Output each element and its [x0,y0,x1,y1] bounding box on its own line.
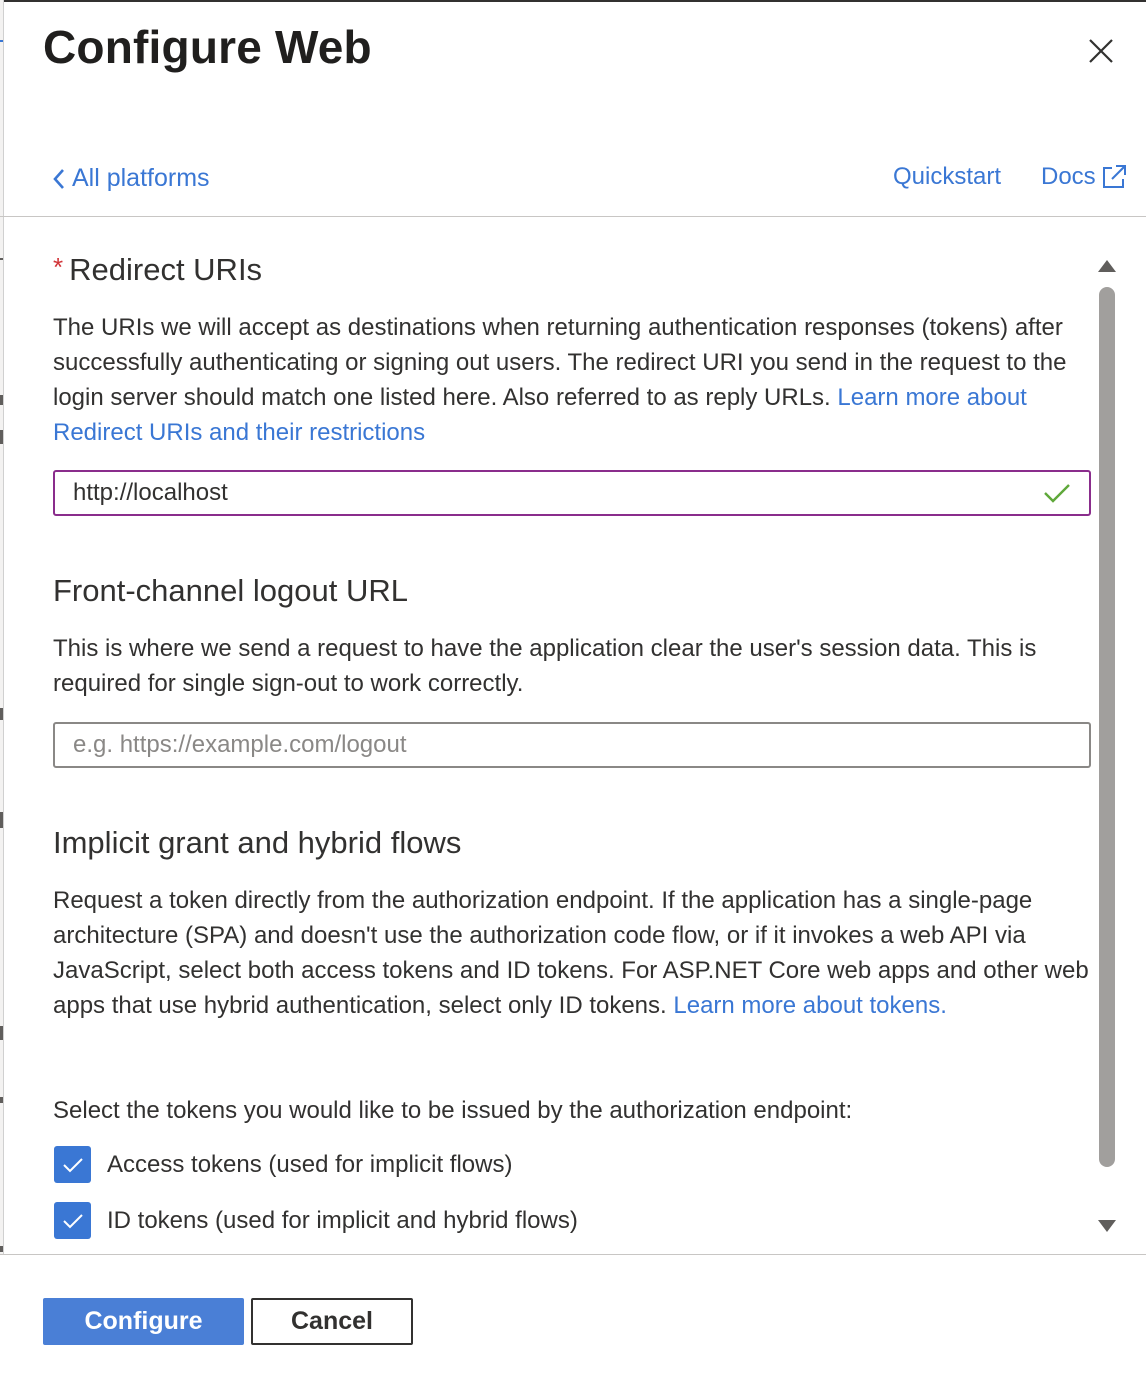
implicit-grant-description [53,883,1093,1023]
redirect-uris-description-text: The URIs we will accept as destinations when returning authentication responses (tokens) after successfully authenticating or signing out users. The redirect URI you send in the request to the login server should match one listed here. Also referred to as reply URLs. [53,314,1067,411]
docs-link[interactable] [1041,163,1128,191]
checkmark-icon [61,1211,85,1231]
redirect-uris-learn-more-link[interactable]: Learn more about Redirect URIs and their restrictions [53,384,1027,446]
redirect-uris-title: Redirect URIs [69,252,263,287]
cancel-button[interactable]: Cancel [251,1298,413,1345]
chevron-left-icon [52,167,66,191]
logout-url-placeholder: e.g. https://example.com/logout [73,731,407,758]
scroll-down-arrow-icon[interactable] [1097,1218,1117,1234]
implicit-grant-title: Implicit grant and hybrid flows [53,825,462,860]
panel-scroll-content[interactable] [0,217,1146,1254]
scrollbar-thumb[interactable] [1099,287,1115,1167]
panel-footer [0,1254,1146,1383]
scroll-up-arrow-icon[interactable] [1097,258,1117,274]
edge-mark [0,40,3,42]
front-channel-logout-description: This is where we send a request to have the application clear the user's session data. This is required for single sign-out to work correctly. [53,635,1037,697]
external-link-icon [1100,163,1128,191]
panel-nav-bar [0,150,1146,217]
panel-title: Configure Web [43,21,372,73]
redirect-uris-heading [53,252,262,288]
configure-button[interactable]: Configure [43,1298,244,1345]
checkbox-checked[interactable] [54,1146,91,1183]
redirect-uri-input[interactable] [53,470,1091,516]
front-channel-logout-title: Front-channel logout URL [53,573,408,608]
tokens-learn-more-link[interactable]: Learn more about tokens. [673,992,947,1019]
docs-label: Docs [1041,163,1096,190]
checkmark-icon [61,1155,85,1175]
window-top-border [0,0,1146,2]
implicit-grant-description-text: Request a token directly from the authorization endpoint. If the application has a single-page architecture (SPA) and doesn't use the authorization code flow, or if it invokes a web API via JavaScript, select both access tokens and ID tokens. For ASP.NET Core web apps and other web apps that use hybrid authentication, select only ID tokens. [53,887,1089,1019]
close-icon [1082,32,1120,70]
redirect-uris-description [53,310,1088,450]
access-tokens-checkbox[interactable] [54,1146,512,1183]
checkmark-icon [1043,482,1071,504]
logout-url-input[interactable] [53,722,1091,768]
close-button[interactable] [1082,32,1120,70]
vertical-scrollbar[interactable] [1094,250,1120,1240]
checkbox-checked[interactable] [54,1202,91,1239]
required-mark: * [53,252,64,282]
all-platforms-link[interactable] [52,164,210,193]
all-platforms-label: All platforms [72,164,210,192]
id-tokens-checkbox[interactable] [54,1202,578,1239]
access-tokens-label: Access tokens (used for implicit flows) [107,1150,513,1178]
id-tokens-label: ID tokens (used for implicit and hybrid flows) [107,1206,578,1234]
redirect-uri-value: http://localhost [73,479,228,506]
quickstart-link[interactable]: Quickstart [893,163,1002,190]
token-select-prompt: Select the tokens you would like to be issued by the authorization endpoint: [53,1097,853,1124]
